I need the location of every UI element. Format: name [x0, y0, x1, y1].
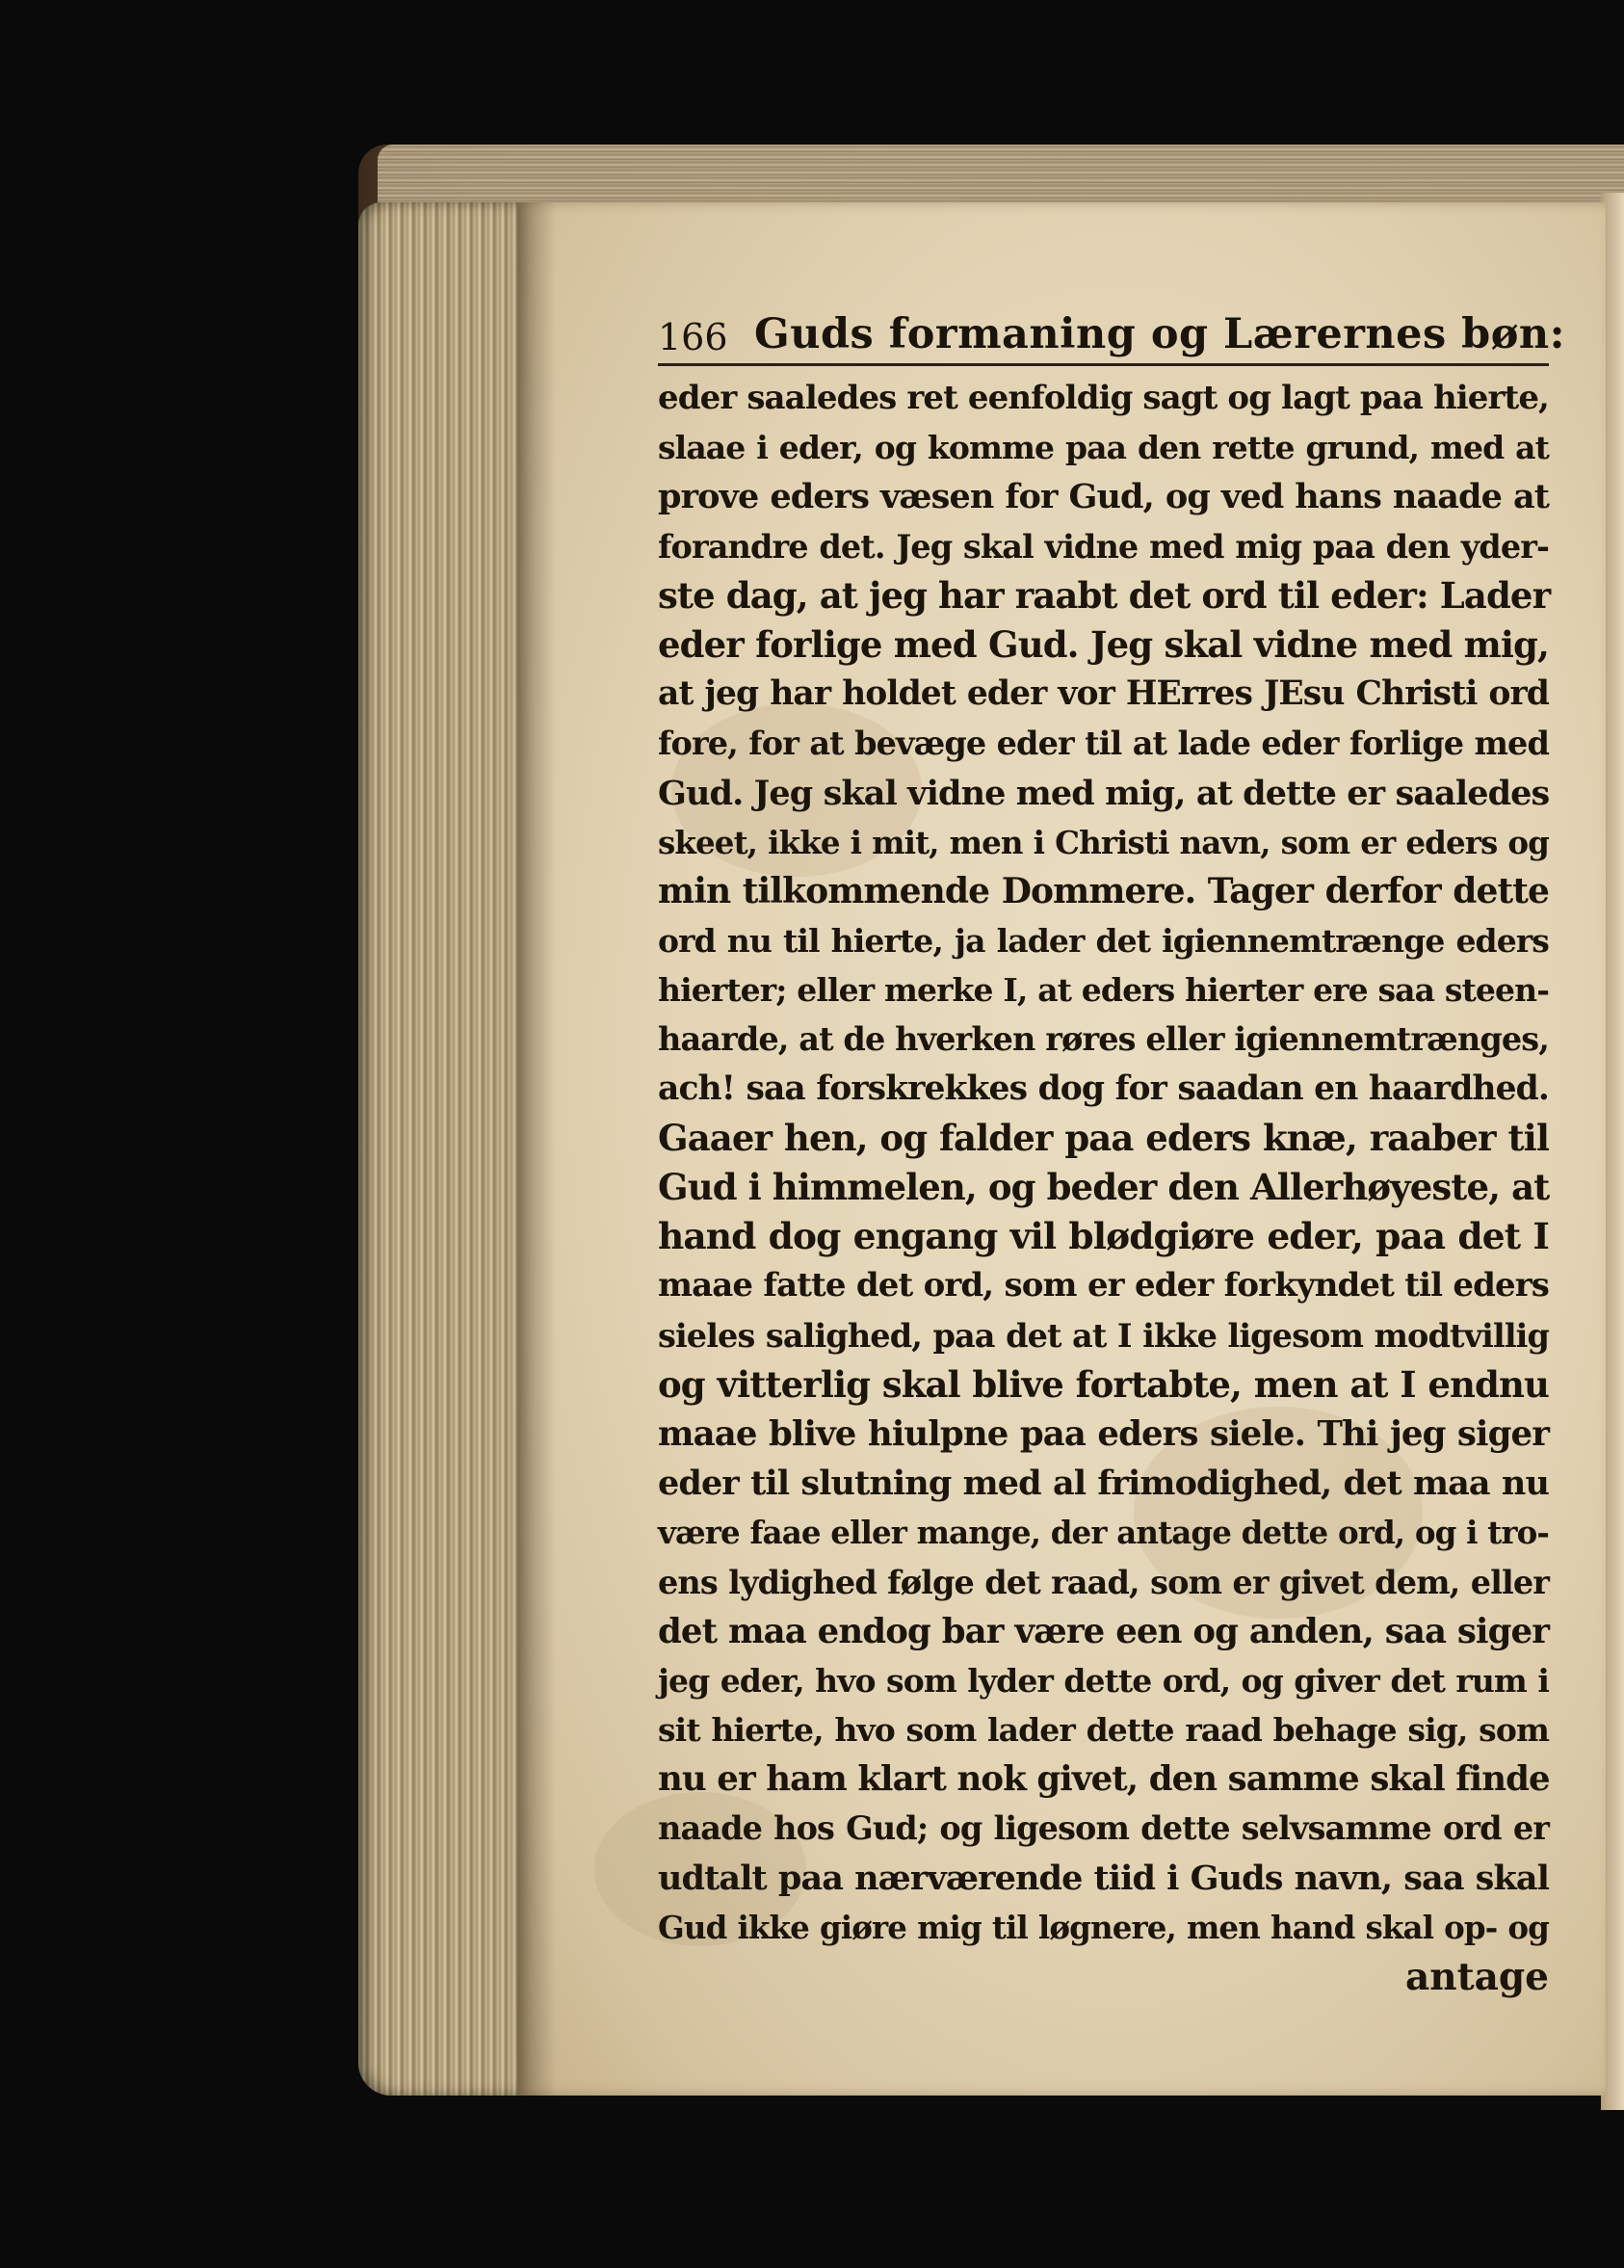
- text-line: min tilkommende Dommere. Tager derfor dette: [658, 870, 1549, 911]
- text-line: sieles salighed, paa det at I ikke ligesom modtvillig: [658, 1316, 1549, 1355]
- text-line: nu er ham klart nok givet, den samme skal finde: [658, 1759, 1550, 1800]
- text-line: ste dag, at jeg har raabt det ord til eder: Lader: [658, 573, 1551, 617]
- text-line: hierter; eller merke I, at eders hierter ere saa steen-: [658, 971, 1549, 1010]
- text-line: eder saaledes ret eenfoldig sagt og lagt paa hierte,: [658, 379, 1549, 417]
- header-rule: [658, 363, 1549, 366]
- text-line: og vitterlig skal blive fortabte, men at I endnu: [658, 1362, 1549, 1406]
- text-line: Gud ikke giøre mig til løgnere, men hand skal op- og: [658, 1908, 1549, 1946]
- text-line: fore, for at bevæge eder til at lade eder forlige med: [658, 725, 1549, 763]
- text-line: ens lydighed følge det raad, som er givet dem, eller: [658, 1563, 1549, 1601]
- running-title: Guds formaning og Lærernes bøn:: [754, 310, 1566, 358]
- text-line: eder forlige med Gud. Jeg skal vidne med mig,: [658, 622, 1549, 666]
- text-line: slaae i eder, og komme paa den rette grund, med at: [658, 429, 1549, 467]
- text-line: være faae eller mange, der antage dette ord, og i tro-: [658, 1514, 1549, 1552]
- text-line: maae fatte det ord, som er eder forkyndet til eders: [658, 1266, 1549, 1305]
- text-line: eder til slutning med al frimodighed, det maa nu: [658, 1464, 1549, 1504]
- text-line: sit hierte, hvo som lader dette raad behage sig, som: [658, 1711, 1549, 1750]
- page-number: 166: [658, 316, 728, 358]
- text-line: Gaaer hen, og falder paa eders knæ, raaber til: [658, 1116, 1549, 1159]
- text-line: maae blive hiulpne paa eders siele. Thi jeg siger: [658, 1413, 1549, 1454]
- text-line: ord nu til hierte, ja lader det igiennemtrænge eders: [658, 922, 1549, 961]
- page-header: [658, 310, 1566, 364]
- text-line: skeet, ikke i mit, men i Christi navn, som er eders og: [658, 823, 1549, 861]
- text-line: forandre det. Jeg skal vidne med mig paa den yder-: [658, 527, 1549, 566]
- text-line: udtalt paa nærværende tiid i Guds navn, saa skal: [658, 1858, 1549, 1898]
- text-line: at jeg har holdet eder vor HErres JEsu Christi ord: [658, 674, 1549, 714]
- text-line: det maa endog bar være een og anden, saa siger: [658, 1611, 1549, 1651]
- text-line: naade hos Gud; og ligesom dette selvsamme ord er: [658, 1809, 1549, 1848]
- page-stack-left-edge: [358, 202, 517, 2096]
- body-text: [658, 374, 1551, 1999]
- text-line: jeg eder, hvo som lyder dette ord, og giver det rum i: [658, 1661, 1549, 1700]
- catchword: antage: [1405, 1955, 1549, 1999]
- text-line: haarde, at de hverken røres eller igiennemtrænges,: [658, 1020, 1549, 1059]
- text-line: prove eders væsen for Gud, og ved hans naade at: [658, 477, 1549, 517]
- text-line: hand dog engang vil blødgiøre eder, paa det I: [658, 1215, 1549, 1258]
- gutter-shadow: [517, 202, 556, 2096]
- text-line: ach! saa forskrekkes dog for saadan en haardhed.: [658, 1068, 1549, 1108]
- text-line: Gud i himmelen, og beder den Allerhøyeste, at: [658, 1166, 1550, 1208]
- text-line: Gud. Jeg skal vidne med mig, at dette er saaledes: [658, 773, 1550, 813]
